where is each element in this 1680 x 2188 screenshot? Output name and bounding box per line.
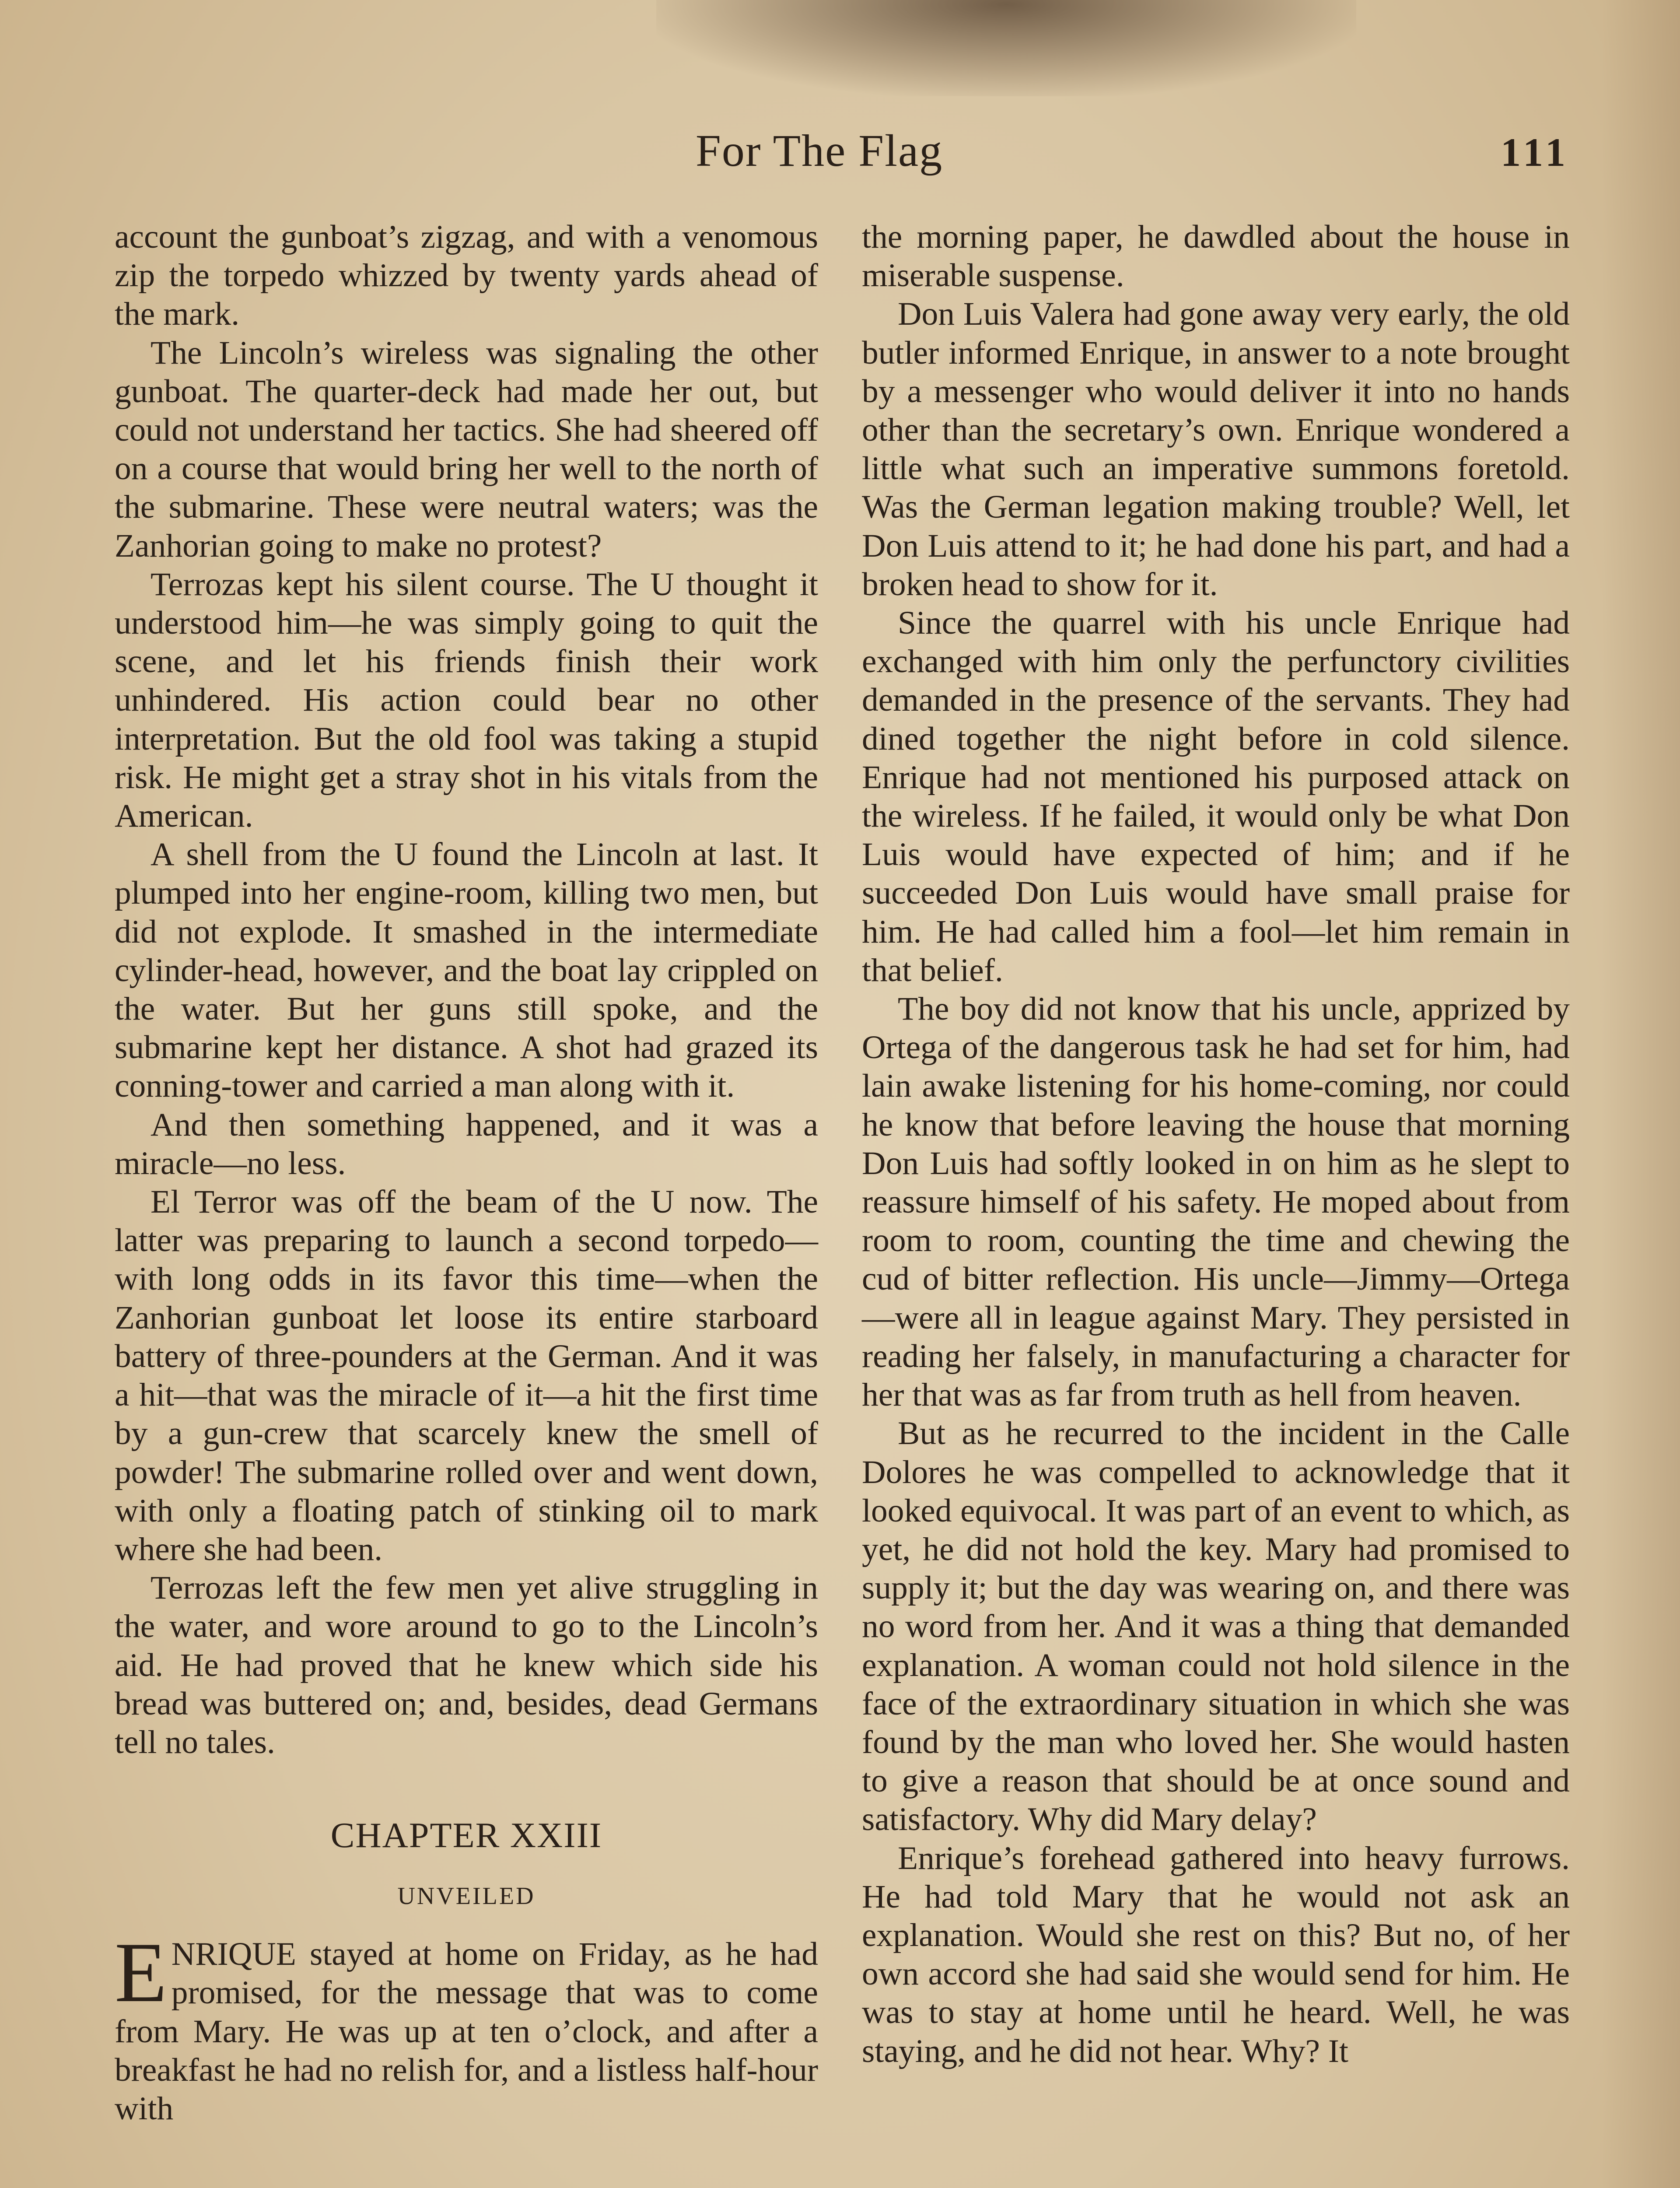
- paragraph: account the gunboat’s zigzag, and with a venomous zip the torpedo whizzed by twenty yards ahead of the mark.: [115, 219, 818, 333]
- page-number: 111: [1501, 130, 1570, 175]
- chapter-opening-text: NRIQUE stayed at home on Friday, as he had promised, for the message that was to come from Mary. He was up at ten o’clock, and after a breakfast he had no relish for, and a listless half-hour with: [115, 1936, 818, 2127]
- chapter-title: CHAPTER XXIII: [330, 1815, 602, 1855]
- paragraph: Terrozas left the few men yet alive struggling in the water, and wore around to go to the Lincoln’s aid. He had proved that he knew which side his bread was buttered on; and, besides, dead Germans tell no tales.: [115, 1570, 818, 1760]
- right-column: [862, 218, 1570, 2071]
- paragraph: The Lincoln’s wireless was signaling the other gunboat. The quarter-deck had made her out, but could not understand her tactics. She had sheered off on a course that would bring her well to the north of the submarine. These were neutral waters; was the Zanhorian going to make no protest?: [115, 334, 818, 564]
- paragraph: Don Luis Valera had gone away very early, the old butler informed Enrique, in answer to a note brought by a messenger who would deliver it into no hands other than the secretary’s own. Enrique wondered a little what such an imperative summons foretold. Was the German legation making trouble? Well, let Don Luis attend to it; he had done his part, and had a broken head to show for it.: [862, 296, 1570, 603]
- paragraph: the morning paper, he dawdled about the house in miserable suspense.: [862, 219, 1570, 294]
- paragraph: The boy did not know that his uncle, apprized by Ortega of the dangerous task he had set for him, had lain awake listening for his home-coming, nor could he know that before leaving the house that morning Don Luis had softly looked in on him as he slept to reassure himself of his safety. He moped about from room to room, counting the time and chewing the cud of bitter reflection. His uncle—Jimmy—Ortega—were all in league against Mary. They persisted in reading her falsely, in manufacturing a character for her that was as far from truth as hell from heaven.: [862, 991, 1570, 1413]
- paragraph: A shell from the U found the Lincoln at last. It plumped into her engine-room, killing two men, but did not explode. It smashed in the intermediate cylinder-head, however, and the boat lay crippled on the water. But her guns still spoke, and the submarine kept her distance. A shot had grazed its conning-tower and carried a man along with it.: [115, 836, 818, 1105]
- drop-cap: E: [115, 1925, 167, 2020]
- paragraph: Enrique’s forehead gathered into heavy furrows. He had told Mary that he would not ask an explanation. Would she rest on this? But no, of her own accord she had said she would send for him. He was to stay at home until he heard. Well, he was staying, and he did not hear. Why? It: [862, 1840, 1570, 2069]
- chapter-subtitle: UNVEILED: [397, 1883, 536, 1910]
- running-title: For The Flag: [696, 126, 943, 176]
- paragraph: Since the quarrel with his uncle Enrique had exchanged with him only the perfunctory civilities demanded in the presence of the servants. They had dined together the night before in cold silence. Enrique had not mentioned his purposed attack on the wireless. If he failed, it would only be what Don Luis would have expected of him; and if he succeeded Don Luis would have small praise for him. He had called him a fool—let him remain in that belief.: [862, 605, 1570, 989]
- paragraph: But as he recurred to the incident in the Calle Dolores he was compelled to acknowledge that it looked equivocal. It was part of an event to which, as yet, he did not hold the key. Mary had promised to supply it; but the day was wearing on, and there was no word from her. And it was a thing that demanded explanation. A woman could not hold silence in the face of the extraordinary situation in which she was found by the man who loved her. She would hasten to give a reason that should be at once sound and satisfactory. Why did Mary delay?: [862, 1415, 1570, 1838]
- left-column: [115, 218, 818, 2128]
- paragraph: El Terror was off the beam of the U now. The latter was preparing to launch a second torpedo—with long odds in its favor this time—when the Zanhorian gunboat let loose its entire starboard battery of three-pounders at the German. And it was a hit—that was the miracle of it—a hit the first time by a gun-crew that scarcely knew the smell of powder! The submarine rolled over and went down, with only a floating patch of stinking oil to mark where she had been.: [115, 1184, 818, 1567]
- running-header: [0, 125, 1680, 186]
- paragraph: And then something happened, and it was a miracle—no less.: [115, 1106, 818, 1182]
- paragraph: Terrozas kept his silent course. The U thought it understood him—he was simply going to quit the scene, and let his friends finish their work unhindered. His action could bear no other interpretation. But the old fool was taking a stupid risk. He might get a stray shot in his vitals from the American.: [115, 566, 818, 835]
- chapter-opening-paragraph: [115, 1925, 818, 2128]
